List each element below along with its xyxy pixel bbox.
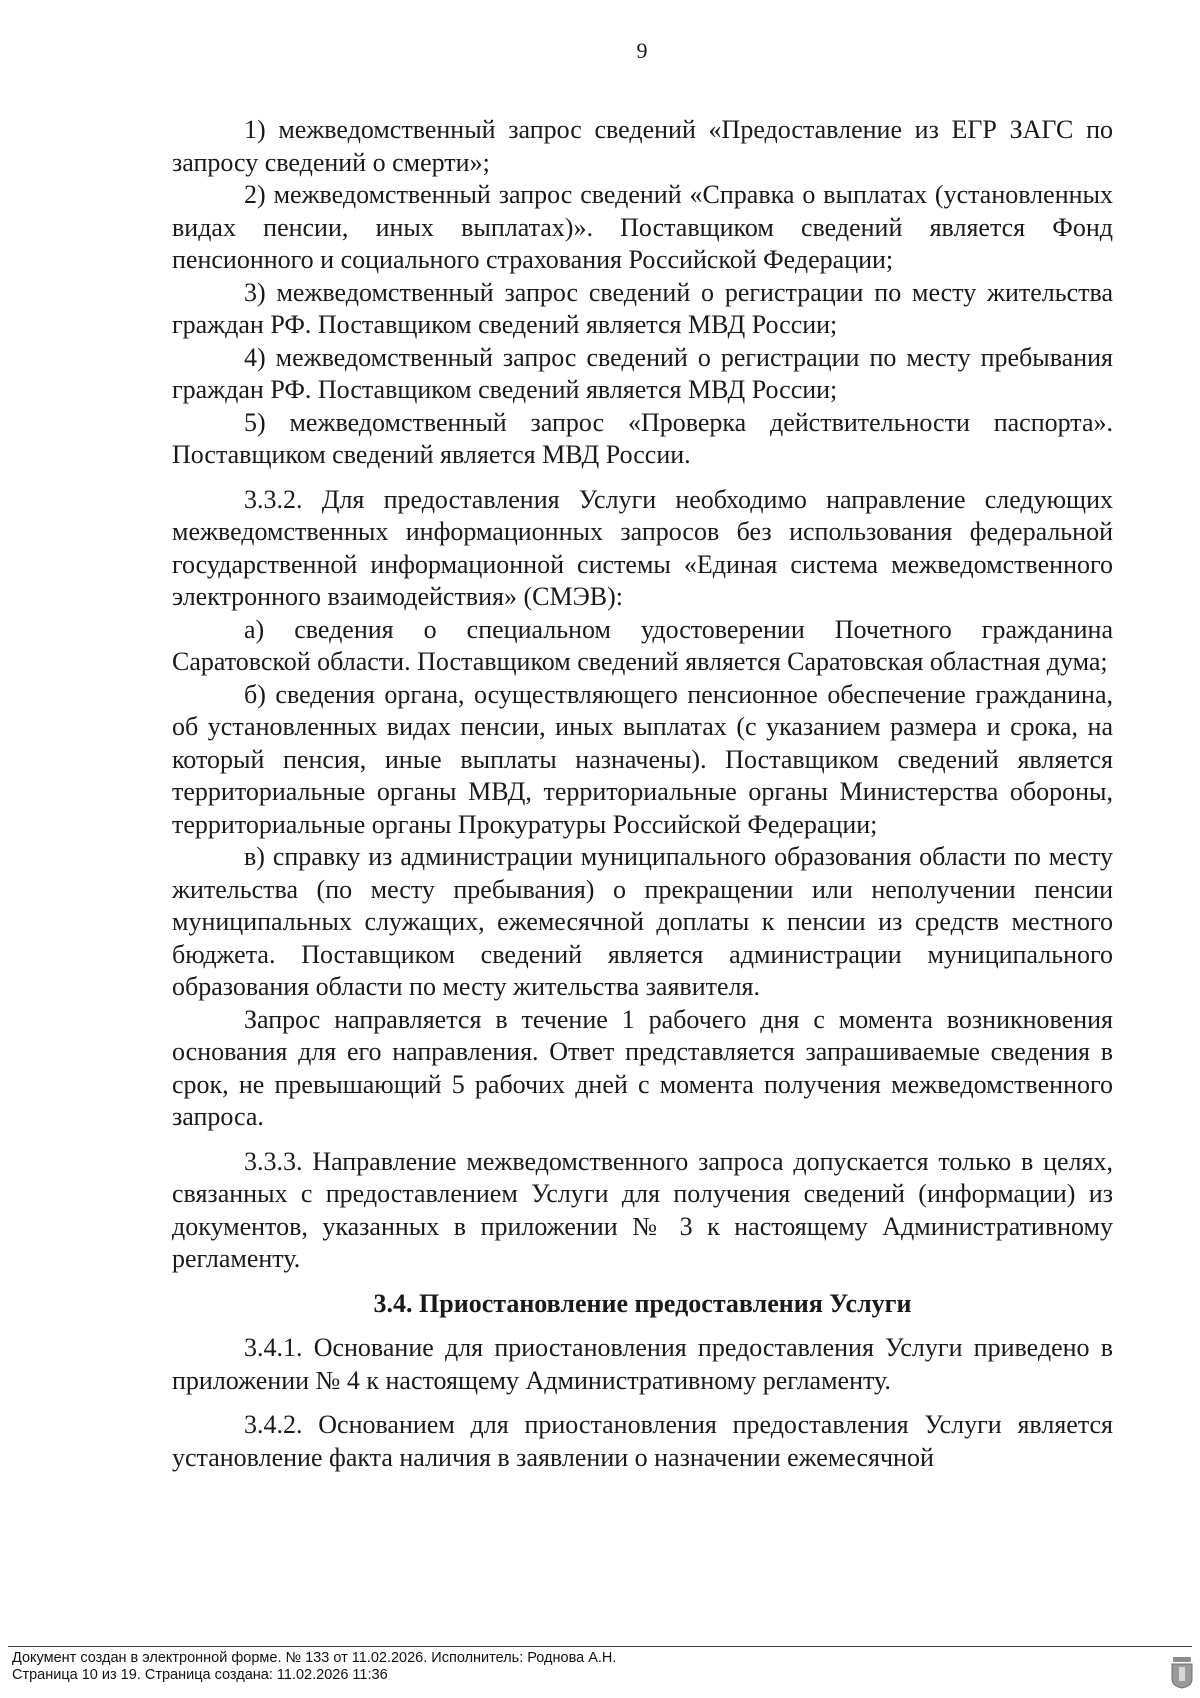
section-heading: 3.4. Приостановление предоставления Услуги xyxy=(373,1288,912,1318)
paragraph-3-4-1: 3.4.1. Основание для приостановления предоставления Услуги приведено в приложении № 4 к настоящему Административному регламенту. xyxy=(172,1333,1113,1395)
coat-of-arms-icon xyxy=(1170,1655,1194,1689)
paragraph-3-3-2: 3.3.2. Для предоставления Услуги необходимо направление следующих межведомственных информационных запросов без использования федеральной государственной информационной системы «Единая система межведомственного электронного взаимодействия» (СМЭВ): xyxy=(172,484,1113,611)
paragraph-item-v: в) справку из администрации муниципального образования области по месту жительства (по месту пребывания) о прекращении или неполучении пенсии муниципальных служащих, ежемесячной доплаты к пенсии из средств местного бюджета. Поставщиком сведений является администрации муниципального образования области по месту жительства заявителя. xyxy=(172,842,1113,1001)
paragraph-item-3: 3) межведомственный запрос сведений о регистрации по месту жительства граждан РФ. Поставщиком сведений является МВД России; xyxy=(172,277,1113,339)
document-body xyxy=(172,114,1113,1474)
document-footer xyxy=(12,1650,616,1684)
paragraph-item-a: а) сведения о специальном удостоверении Почетного гражданина Саратовской области. Поставщиком сведений является Саратовская областная дума; xyxy=(172,614,1113,676)
footer-line-2: Страница 10 из 19. Страница создана: 11.02.2026 11:36 xyxy=(12,1667,388,1683)
paragraph-item-4: 4) межведомственный запрос сведений о регистрации по месту пребывания граждан РФ. Поставщиком сведений является МВД России; xyxy=(172,342,1113,404)
footer-divider xyxy=(8,1646,1192,1647)
paragraph-item-1: 1) межведомственный запрос сведений «Предоставление из ЕГР ЗАГС по запросу сведений о смерти»; xyxy=(172,115,1113,177)
paragraph-3-3-3: 3.3.3. Направление межведомственного запроса допускается только в целях, связанных с предоставлением Услуги для получения сведений (информации) из документов, указанных в приложении № 3 к настоящему Административному регламенту. xyxy=(172,1146,1113,1273)
page-number: 9 xyxy=(636,38,648,63)
paragraph-item-2: 2) межведомственный запрос сведений «Справка о выплатах (установленных видах пенсии, иных выплатах)». Поставщиком сведений является Фонд пенсионного и социального страхования Российской Федерации; xyxy=(172,180,1113,274)
paragraph-3-4-2: 3.4.2. Основанием для приостановления предоставления Услуги является установление факта наличия в заявлении о назначении ежемесячной xyxy=(172,1410,1113,1472)
footer-line-1: Документ создан в электронной форме. № 133 от 11.02.2026. Исполнитель: Роднова А.Н. xyxy=(12,1650,617,1666)
paragraph-item-b: б) сведения органа, осуществляющего пенсионное обеспечение гражданина, об установленных видах пенсии, иных выплатах (с указанием размера и срока, на который пенсия, иные выплаты назначены). Поставщиком сведений является территориальные органы МВД, территориальные органы Министерства обороны, территориальные органы Прокуратуры Российской Федерации; xyxy=(172,679,1113,839)
paragraph-item-5: 5) межведомственный запрос «Проверка действительности паспорта». Поставщиком сведений является МВД России. xyxy=(172,407,1113,469)
paragraph-request-deadline: Запрос направляется в течение 1 рабочего дня с момента возникновения основания для его направления. Ответ представляется запрашиваемые сведения в срок, не превышающий 5 рабочих дней с момента получения межведомственного запроса. xyxy=(172,1004,1113,1131)
